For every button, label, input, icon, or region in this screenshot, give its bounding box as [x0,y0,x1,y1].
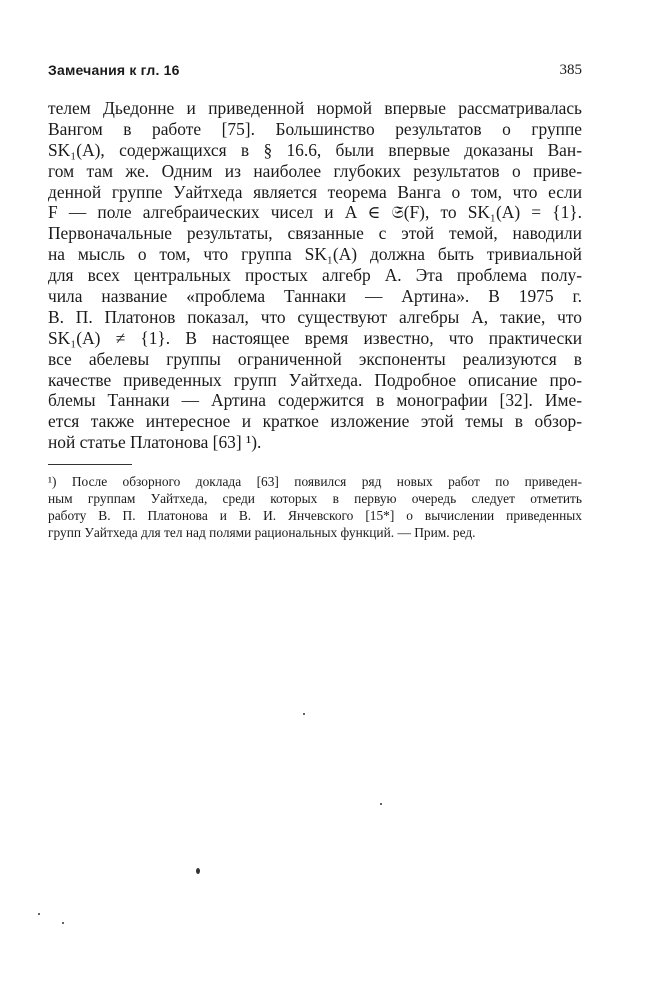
chapter-title: Замечания к гл. 16 [48,62,180,78]
page [48,60,582,541]
scan-speck [62,922,64,924]
footnote [48,474,582,541]
footnote-rule [48,464,132,465]
text-line: Первоначальные результаты, связанные с этой темой, наводили [48,223,582,244]
text-line: телем Дьедонне и приведенной нормой впервые рассматривалась [48,98,582,118]
page-number: 385 [559,62,582,78]
text-line: блемы Таннаки — Артина содержится в монографии [32]. Име- [48,390,582,411]
text-line: Вангом в работе [75]. Большинство результатов о группе [48,118,582,139]
scan-speck [303,713,305,715]
footnote-line: ным группам Уайтхеда, среди которых в первую очередь следует отметить [48,490,582,506]
text-line: SK₁(A) ≠ {1}. В настоящее время известно, что практически [48,327,582,348]
text-line: F — поле алгебраических чисел и A ∈ 𝔖(F), то SK₁(A) = {1}. [48,202,582,223]
footnote-line: групп Уайтхеда для тел над полями рациональных функций. — Прим. ред. [48,524,476,540]
text-line: ной статье Платонова [63] ¹). [48,432,262,453]
text-line: на мысль о том, что группа SK₁(A) должна быть тривиальной [48,244,582,265]
text-line: гом там же. Одним из наиболее глубоких результатов о приве- [48,160,582,181]
text-line: все абелевы группы ограниченной экспоненты реализуются в [48,348,582,369]
text-line: для всех центральных простых алгебр A. Эта проблема полу- [48,265,582,286]
text-line: денной группе Уайтхеда является теорема Ванга о том, что если [48,181,582,202]
text-line: чила название «проблема Таннаки — Артина». В 1975 г. [48,286,582,307]
scan-speck [380,803,382,805]
text-line: качестве приведенных групп Уайтхеда. Подробное описание про- [48,369,582,390]
body-text [48,98,582,453]
text-line: ется также интересное и краткое изложение этой темы в обзор- [48,411,582,432]
scan-speck [196,868,200,874]
footnote-line: работу В. П. Платонова и В. И. Янчевского [15*] о вычислении приведенных [48,507,582,523]
text-line: SK₁(A), содержащихся в § 16.6, были впервые доказаны Ван- [48,139,582,160]
scan-speck [38,913,40,915]
footnote-line: ¹) После обзорного доклада [63] появился ряд новых работ по приведен- [48,474,582,490]
text-line: В. П. Платонов показал, что существуют алгебры A, такие, что [48,306,582,327]
running-head [48,60,582,82]
